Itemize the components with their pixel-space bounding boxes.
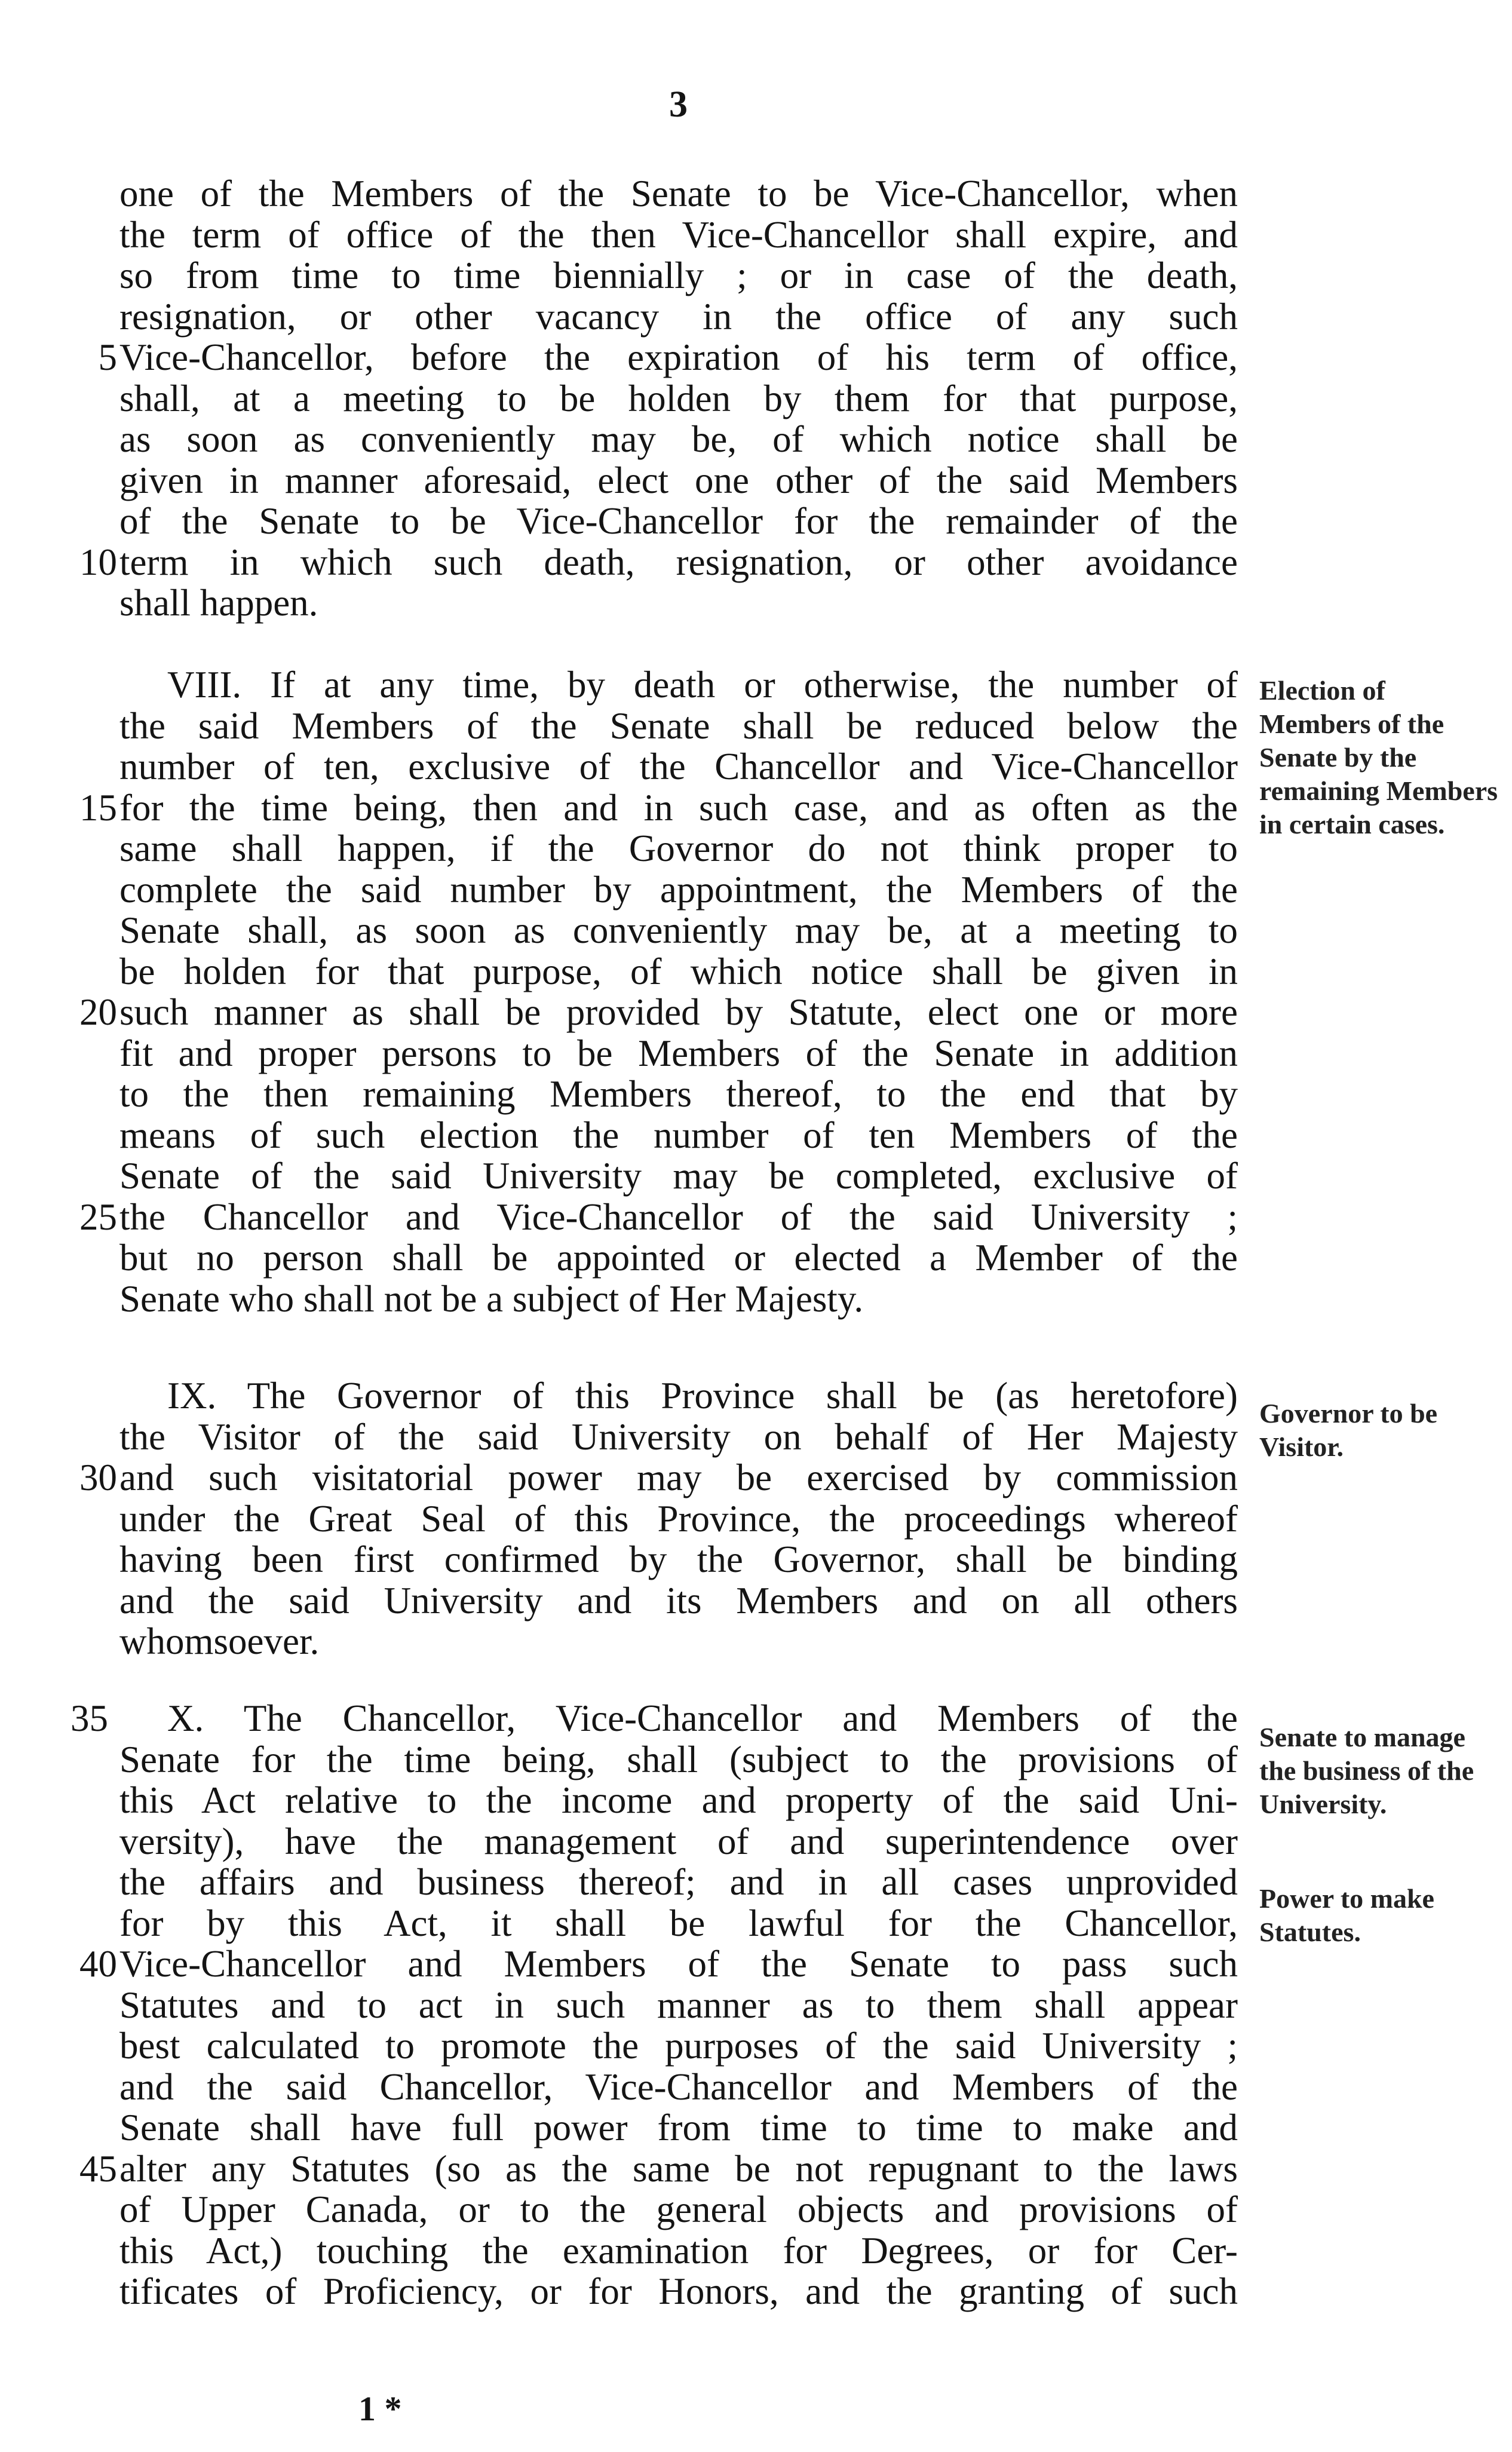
text-line: the said Members of the Senate shall be reduced below the [119,704,1238,747]
text-line: alter any Statutes (so as the same be not repugnant to the laws [119,2147,1238,2190]
text-line: of the Senate to be Vice-Chancellor for the remainder of the [119,500,1238,542]
line-number: 15 [79,786,117,829]
text-line: of Upper Canada, or to the general objects and provisions of [119,2189,1238,2230]
text-line: given in manner aforesaid, elect one other of the said Members [119,459,1238,501]
text-line: means of such election the number of ten Members of the [119,1114,1238,1156]
text-line: shall, at a meeting to be holden by them for that purpose, [119,377,1238,419]
text-line: versity), have the management of and superintendence over [119,1820,1238,1862]
margin-note-visitor: Governor to be Visitor. [1259,1398,1438,1462]
text-line: resignation, or other vacancy in the office of any such [119,295,1238,338]
line-number: 25 [79,1196,117,1238]
margin-note-power-statutes: Power to make Statutes. [1259,1883,1434,1947]
line-number: 35 [70,1697,108,1739]
text-line: and the said Chancellor, Vice-Chancellor and Members of the [119,2065,1238,2108]
text-line: as soon as conveniently may be, of which notice shall be [119,418,1238,460]
text-line: the affairs and business thereof; and in all cases unprovided [119,1861,1238,1903]
text-line: whomsoever. [119,1620,320,1662]
text-line: and the said University and its Members and on all others [119,1579,1238,1622]
text-line: tificates of Proficiency, or for Honors, and the granting of such [119,2270,1238,2312]
text-line: number of ten, exclusive of the Chancellor and Vice-Chancellor [119,746,1238,787]
text-line: for by this Act, it shall be lawful for the Chancellor, [119,1902,1238,1944]
margin-note-senate-manage: Senate to manage the business of the University. [1259,1722,1474,1819]
line-number: 20 [79,991,117,1033]
text-line: Vice-Chancellor, before the expiration of his term of office, [119,336,1238,378]
text-line: Statutes and to act in such manner as to them shall appear [119,1984,1238,2026]
text-line: but no person shall be appointed or elected a Member of the [119,1237,1238,1279]
text-line: term in which such death, resignation, or other avoidance [119,541,1238,583]
page-number: 3 [669,84,688,125]
text-line: one of the Members of the Senate to be Vice-Chancellor, when [119,173,1238,214]
text-line: Senate shall, as soon as conveniently may be, at a meeting to [119,909,1238,951]
text-line: Senate for the time being, shall (subject to the provisions of [119,1738,1238,1780]
signature-mark: 1 * [358,2389,402,2428]
text-line: such manner as shall be provided by Statute, elect one or more [119,991,1238,1033]
text-line: Senate of the said University may be completed, exclusive of [119,1155,1238,1197]
text-line: Senate shall have full power from time to time to make and [119,2107,1238,2148]
text-line: Senate who shall not be a subject of Her Majesty. [119,1277,864,1320]
text-line: the term of office of the then Vice-Chancellor shall expire, and [119,213,1238,256]
text-line: complete the said number by appointment, the Members of the [119,868,1238,911]
text-line: same shall happen, if the Governor do not think proper to [119,827,1238,869]
margin-note-election: Election of Members of the Senate by the remaining Members in certain cases. [1259,675,1498,839]
text-line: the Visitor of the said University on behalf of Her Majesty [119,1415,1238,1458]
text-line: X. The Chancellor, Vice-Chancellor and Members of the [167,1697,1238,1739]
line-number: 45 [79,2147,117,2190]
text-line: under the Great Seal of this Province, the proceedings whereof [119,1497,1238,1540]
text-line: Vice-Chancellor and Members of the Senate to pass such [119,1943,1238,1985]
text-line: best calculated to promote the purposes of the said University ; [119,2025,1238,2067]
text-line: this Act relative to the income and property of the said Uni- [119,1779,1238,1821]
text-line: VIII. If at any time, by death or otherwise, the number of [167,664,1238,706]
text-line: this Act,) touching the examination for Degrees, or for Cer- [119,2229,1238,2272]
line-number: 30 [79,1457,117,1498]
line-number: 40 [79,1943,117,1985]
text-line: and such visitatorial power may be exercised by commission [119,1457,1238,1498]
text-line: shall happen. [119,582,318,624]
text-line: so from time to time biennially ; or in case of the death, [119,255,1238,296]
text-line: fit and proper persons to be Members of the Senate in addition [119,1032,1238,1074]
text-line: be holden for that purpose, of which notice shall be given in [119,950,1238,992]
text-line: to the then remaining Members thereof, to the end that by [119,1073,1238,1115]
text-line: having been first confirmed by the Governor, shall be binding [119,1538,1238,1580]
text-line: the Chancellor and Vice-Chancellor of the said University ; [119,1196,1238,1238]
text-line: IX. The Governor of this Province shall be (as heretofore) [167,1375,1238,1417]
line-number: 10 [79,541,117,583]
line-number: 5 [98,336,117,378]
text-line: for the time being, then and in such case, and as often as the [119,786,1238,829]
